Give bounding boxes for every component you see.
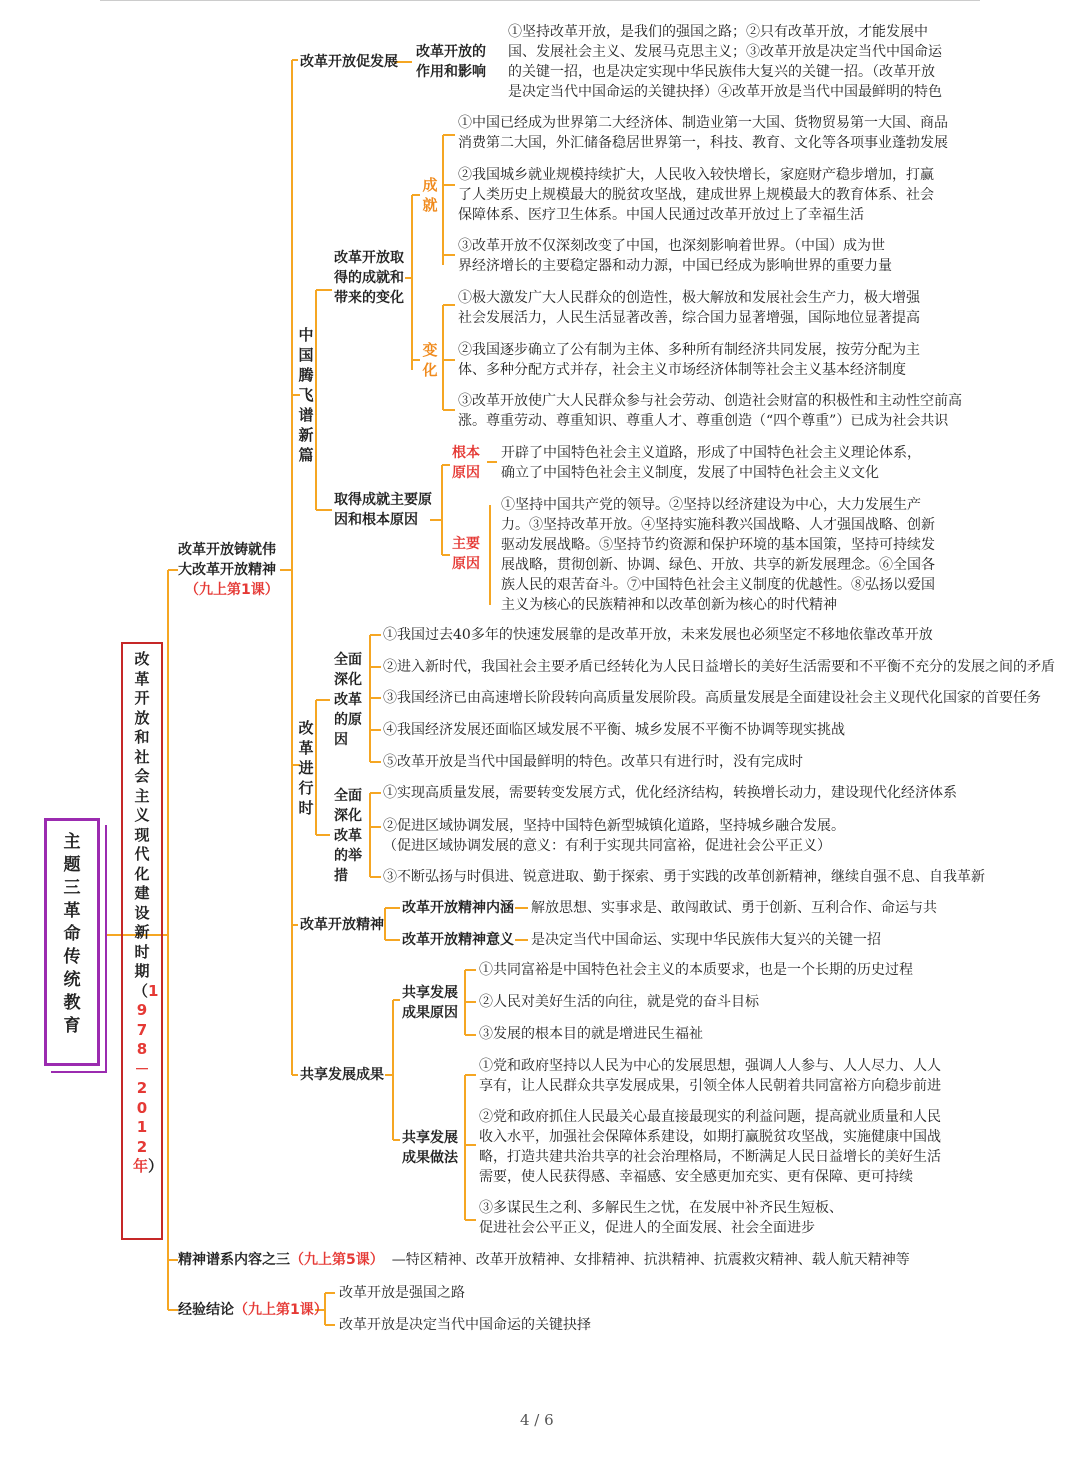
bian-label: 变化 — [422, 341, 438, 379]
experience-row — [178, 1300, 328, 1320]
shared-why-item: ①共同富裕是中国特色社会主义的本质要求，也是一个长期的历史过程 — [479, 962, 913, 978]
cheng-item-3: ③改革开放不仅深刻改变了中国，也深刻影响着世界。（中国）成为世 — [458, 238, 885, 254]
shared-how-item-2: ②党和政府抓住人民最关心最直接最现实的利益问题，提高就业质量和人民 — [479, 1109, 941, 1125]
spirit-meaning: 是决定当代中国命运、实现中华民族伟大复兴的关键一招 — [531, 932, 881, 948]
cheng-item-3: 界经济增长的主要稳定器和动力源，中国已经成为影响世界的重要力量 — [458, 258, 892, 274]
promote-title: 改革开放促发展 — [300, 54, 398, 70]
main-reason-line: 族人民的艰苦奋斗。⑦中国特色社会主义制度的优越性。⑧弘扬以爱国 — [501, 577, 935, 593]
shared-title: 共享发展成果 — [300, 1067, 384, 1083]
bian-item-1: 社会发展活力，人民生活显著改善，综合国力显著增强，国际地位显著提高 — [458, 310, 920, 326]
experience-lesson: （九上第1课） — [234, 1302, 328, 1318]
shared-why-title: 成果原因 — [402, 1005, 458, 1021]
shared-how-item-1: 享有，让人民群众共享发展成果，引领全体人民朝着共同富裕方向稳步前进 — [479, 1078, 941, 1094]
shared-how-title: 成果做法 — [402, 1150, 458, 1166]
promote-line: ①坚持改革开放，是我们的强国之路；②只有改革开放，才能发展中 — [508, 24, 928, 40]
root-reason-line: 开辟了中国特色社会主义道路，形成了中国特色社会主义理论体系， — [501, 445, 921, 461]
reasons-title: 因和根本原因 — [334, 512, 418, 528]
shared-why-item: ③发展的根本目的就是增进民生福祉 — [479, 1026, 703, 1042]
achievements-title: 改革开放取 — [334, 250, 404, 266]
spirit-title: 改革开放精神 — [300, 917, 384, 933]
cheng-item-2: 保障体系、医疗卫生体系。中国人民通过改革开放过上了幸福生活 — [458, 207, 864, 223]
main-reason-line: 力。③坚持改革开放。④坚持实施科教兴国战略、人才强国战略、创新 — [501, 517, 935, 533]
bian-item-2: ②我国逐步确立了公有制为主体、多种所有制经济共同发展，按劳分配为主 — [458, 342, 920, 358]
shared-how-item-1: ①党和政府坚持以人民为中心的发展思想，强调人人参与、人人尽力、人人 — [479, 1058, 941, 1074]
main-reason-line: 主义为核心的民族精神和以改革创新为核心的时代精神 — [501, 597, 837, 613]
spirit-content-label: 改革开放精神内涵 — [402, 900, 514, 916]
promote-sub-line1: 改革开放的 — [416, 44, 486, 60]
bian-item-2: 体、多种分配方式并存，社会主义市场经济体制等社会主义基本经济制度 — [458, 362, 906, 378]
root-reason-label: 原因 — [452, 465, 480, 481]
shared-how-item-3: ③多谋民生之利、多解民生之忧，在发展中补齐民生短板、 — [479, 1200, 843, 1216]
era-box — [121, 642, 163, 1240]
pedigree-title: 精神谱系内容之三 — [178, 1252, 290, 1268]
pedigree-row — [178, 1250, 910, 1270]
era-title-main: 改革开放和社会主义现代化建设新时期（ — [133, 650, 150, 1000]
spirit-content: 解放思想、实事求是、敢闯敢试、勇于创新、互利合作、命运与共 — [531, 900, 937, 916]
ongoing-title: 改革进行时 — [298, 719, 314, 817]
shared-how-item-3: 促进社会公平正义，促进人的全面发展、社会全面进步 — [479, 1220, 815, 1236]
cheng-item-2: 了人类历史上规模最大的脱贫攻坚战，建成世界上规模最大的教育体系、社会 — [458, 187, 934, 203]
page-number: 4 / 6 — [520, 1411, 554, 1429]
why-reform-item: ④我国经济发展还面临区域发展不平衡、城乡发展不平衡不协调等现实挑战 — [383, 722, 845, 738]
main-reason-label: 原因 — [452, 556, 480, 572]
shared-how-item-2: 需要，使人民获得感、幸福感、安全感更加充实、更有保障、更可持续 — [479, 1169, 913, 1185]
root-topic-box — [44, 818, 100, 1066]
reasons-title: 取得成就主要原 — [334, 492, 432, 508]
main-reason-line: 展战略，贯彻创新、协调、绿色、开放、共享的新发展理念。⑥全国各 — [501, 557, 935, 573]
achievements-title: 带来的变化 — [334, 290, 404, 306]
why-reform-item: ③我国经济已由高速增长阶段转向高质量发展阶段。高质量发展是全面建设社会主义现代化国家的首要任务 — [383, 690, 1041, 706]
main-reason-line: 驱动发展战略。⑤坚持节约资源和保护环境的基本国策，坚持可持续发 — [501, 537, 935, 553]
bian-item-1: ①极大激发广大人民群众的创造性，极大解放和发展社会生产力，极大增强 — [458, 290, 920, 306]
experience-title: 经验结论 — [178, 1302, 234, 1318]
main-reason-label: 主要 — [452, 536, 480, 552]
cheng-item-1: 消费第二大国，外汇储备稳居世界第一，科技、教育、文化等各项事业蓬勃发展 — [458, 135, 948, 151]
why-reform-item: ①我国过去40多年的快速发展靠的是改革开放，未来发展也必须坚定不移地依靠改革开放 — [383, 627, 933, 643]
promote-line: 是决定当代中国命运的关键抉择）④改革开放是当代中国最鲜明的特色 — [508, 84, 942, 100]
promote-line: 的关键一招，也是决定实现中华民族伟大复兴的关键一招。（改革开放 — [508, 64, 935, 80]
new-chapter-title: 中国腾飞谱新篇 — [298, 326, 314, 464]
root-reason-label: 根本 — [452, 445, 480, 461]
root-topic: 主题三革命传统教育 — [63, 832, 81, 1036]
branch1-title-line2: 大改革开放精神 — [178, 562, 276, 578]
bian-item-3: ③改革开放使广大人民群众参与社会劳动、创造社会财富的积极性和主动性空前高 — [458, 393, 962, 409]
how-reform-title: 全面深化改革的举措 — [334, 788, 362, 884]
promote-sub-line2: 作用和影响 — [416, 64, 486, 80]
era-years: 1978－2012年 — [133, 981, 159, 1175]
cheng-label: 成就 — [422, 176, 438, 214]
why-reform-title: 全面深化改革的原因 — [334, 652, 362, 748]
branch1-title-line1: 改革开放铸就伟 — [178, 542, 276, 558]
main-reason-line: ①坚持中国共产党的领导。②坚持以经济建设为中心，大力发展生产 — [501, 497, 921, 513]
era-close: ） — [148, 1157, 164, 1175]
shared-why-item: ②人民对美好生活的向往，就是党的奋斗目标 — [479, 994, 759, 1010]
how-reform-item-3: ③不断弘扬与时俱进、锐意进取、勤于探索、勇于实践的改革创新精神，继续自强不息、自我革新 — [383, 869, 985, 885]
why-reform-item: ⑤改革开放是当代中国最鲜明的特色。改革只有进行时，没有完成时 — [383, 754, 803, 770]
pedigree-text: —特区精神、改革开放精神、女排精神、抗洪精神、抗震救灾精神、载人航天精神等 — [391, 1252, 910, 1268]
cheng-item-2: ②我国城乡就业规模持续扩大，人民收入较快增长，家庭财产稳步增加，打赢 — [458, 167, 934, 183]
promote-line: 国、发展社会主义、发展马克思主义；③改革开放是决定当代中国命运 — [508, 44, 942, 60]
achievements-title: 得的成就和 — [334, 270, 404, 286]
why-reform-item: ②进入新时代，我国社会主要矛盾已经转化为人民日益增长的美好生活需要和不平衡不充分的发展之间的矛盾 — [383, 659, 1055, 675]
shared-how-title: 共享发展 — [402, 1130, 458, 1146]
how-reform-item-1: ①实现高质量发展，需要转变发展方式，优化经济结构，转换增长动力，建设现代化经济体系 — [383, 785, 957, 801]
experience-item: 改革开放是强国之路 — [339, 1285, 465, 1301]
how-reform-item-2-note: （促进区域协调发展的意义：有利于实现共同富裕，促进社会公平正义） — [383, 838, 831, 854]
root-reason-line: 确立了中国特色社会主义制度，发展了中国特色社会主义文化 — [501, 465, 879, 481]
era-title — [133, 650, 164, 1177]
shared-how-item-2: 收入水平，加强社会保障体系建设，如期打赢脱贫攻坚战，实施健康中国战 — [479, 1129, 941, 1145]
cheng-item-1: ①中国已经成为世界第二大经济体、制造业第一大国、货物贸易第一大国、商品 — [458, 115, 948, 131]
shared-why-title: 共享发展 — [402, 985, 458, 1001]
spirit-meaning-label: 改革开放精神意义 — [402, 932, 514, 948]
bian-item-3: 涨。尊重劳动、尊重知识、尊重人才、尊重创造（“四个尊重”）已成为社会共识 — [458, 413, 949, 429]
experience-item: 改革开放是决定当代中国命运的关键抉择 — [339, 1317, 591, 1333]
branch1-lesson: （九上第1课） — [185, 582, 279, 598]
shared-how-item-2: 略，打造共建共治共享的社会治理格局，不断满足人民日益增长的美好生活 — [479, 1149, 941, 1165]
pedigree-lesson: （九上第5课） — [290, 1252, 384, 1268]
how-reform-item-2: ②促进区域协调发展，坚持中国特色新型城镇化道路，坚持城乡融合发展。 — [383, 818, 845, 834]
